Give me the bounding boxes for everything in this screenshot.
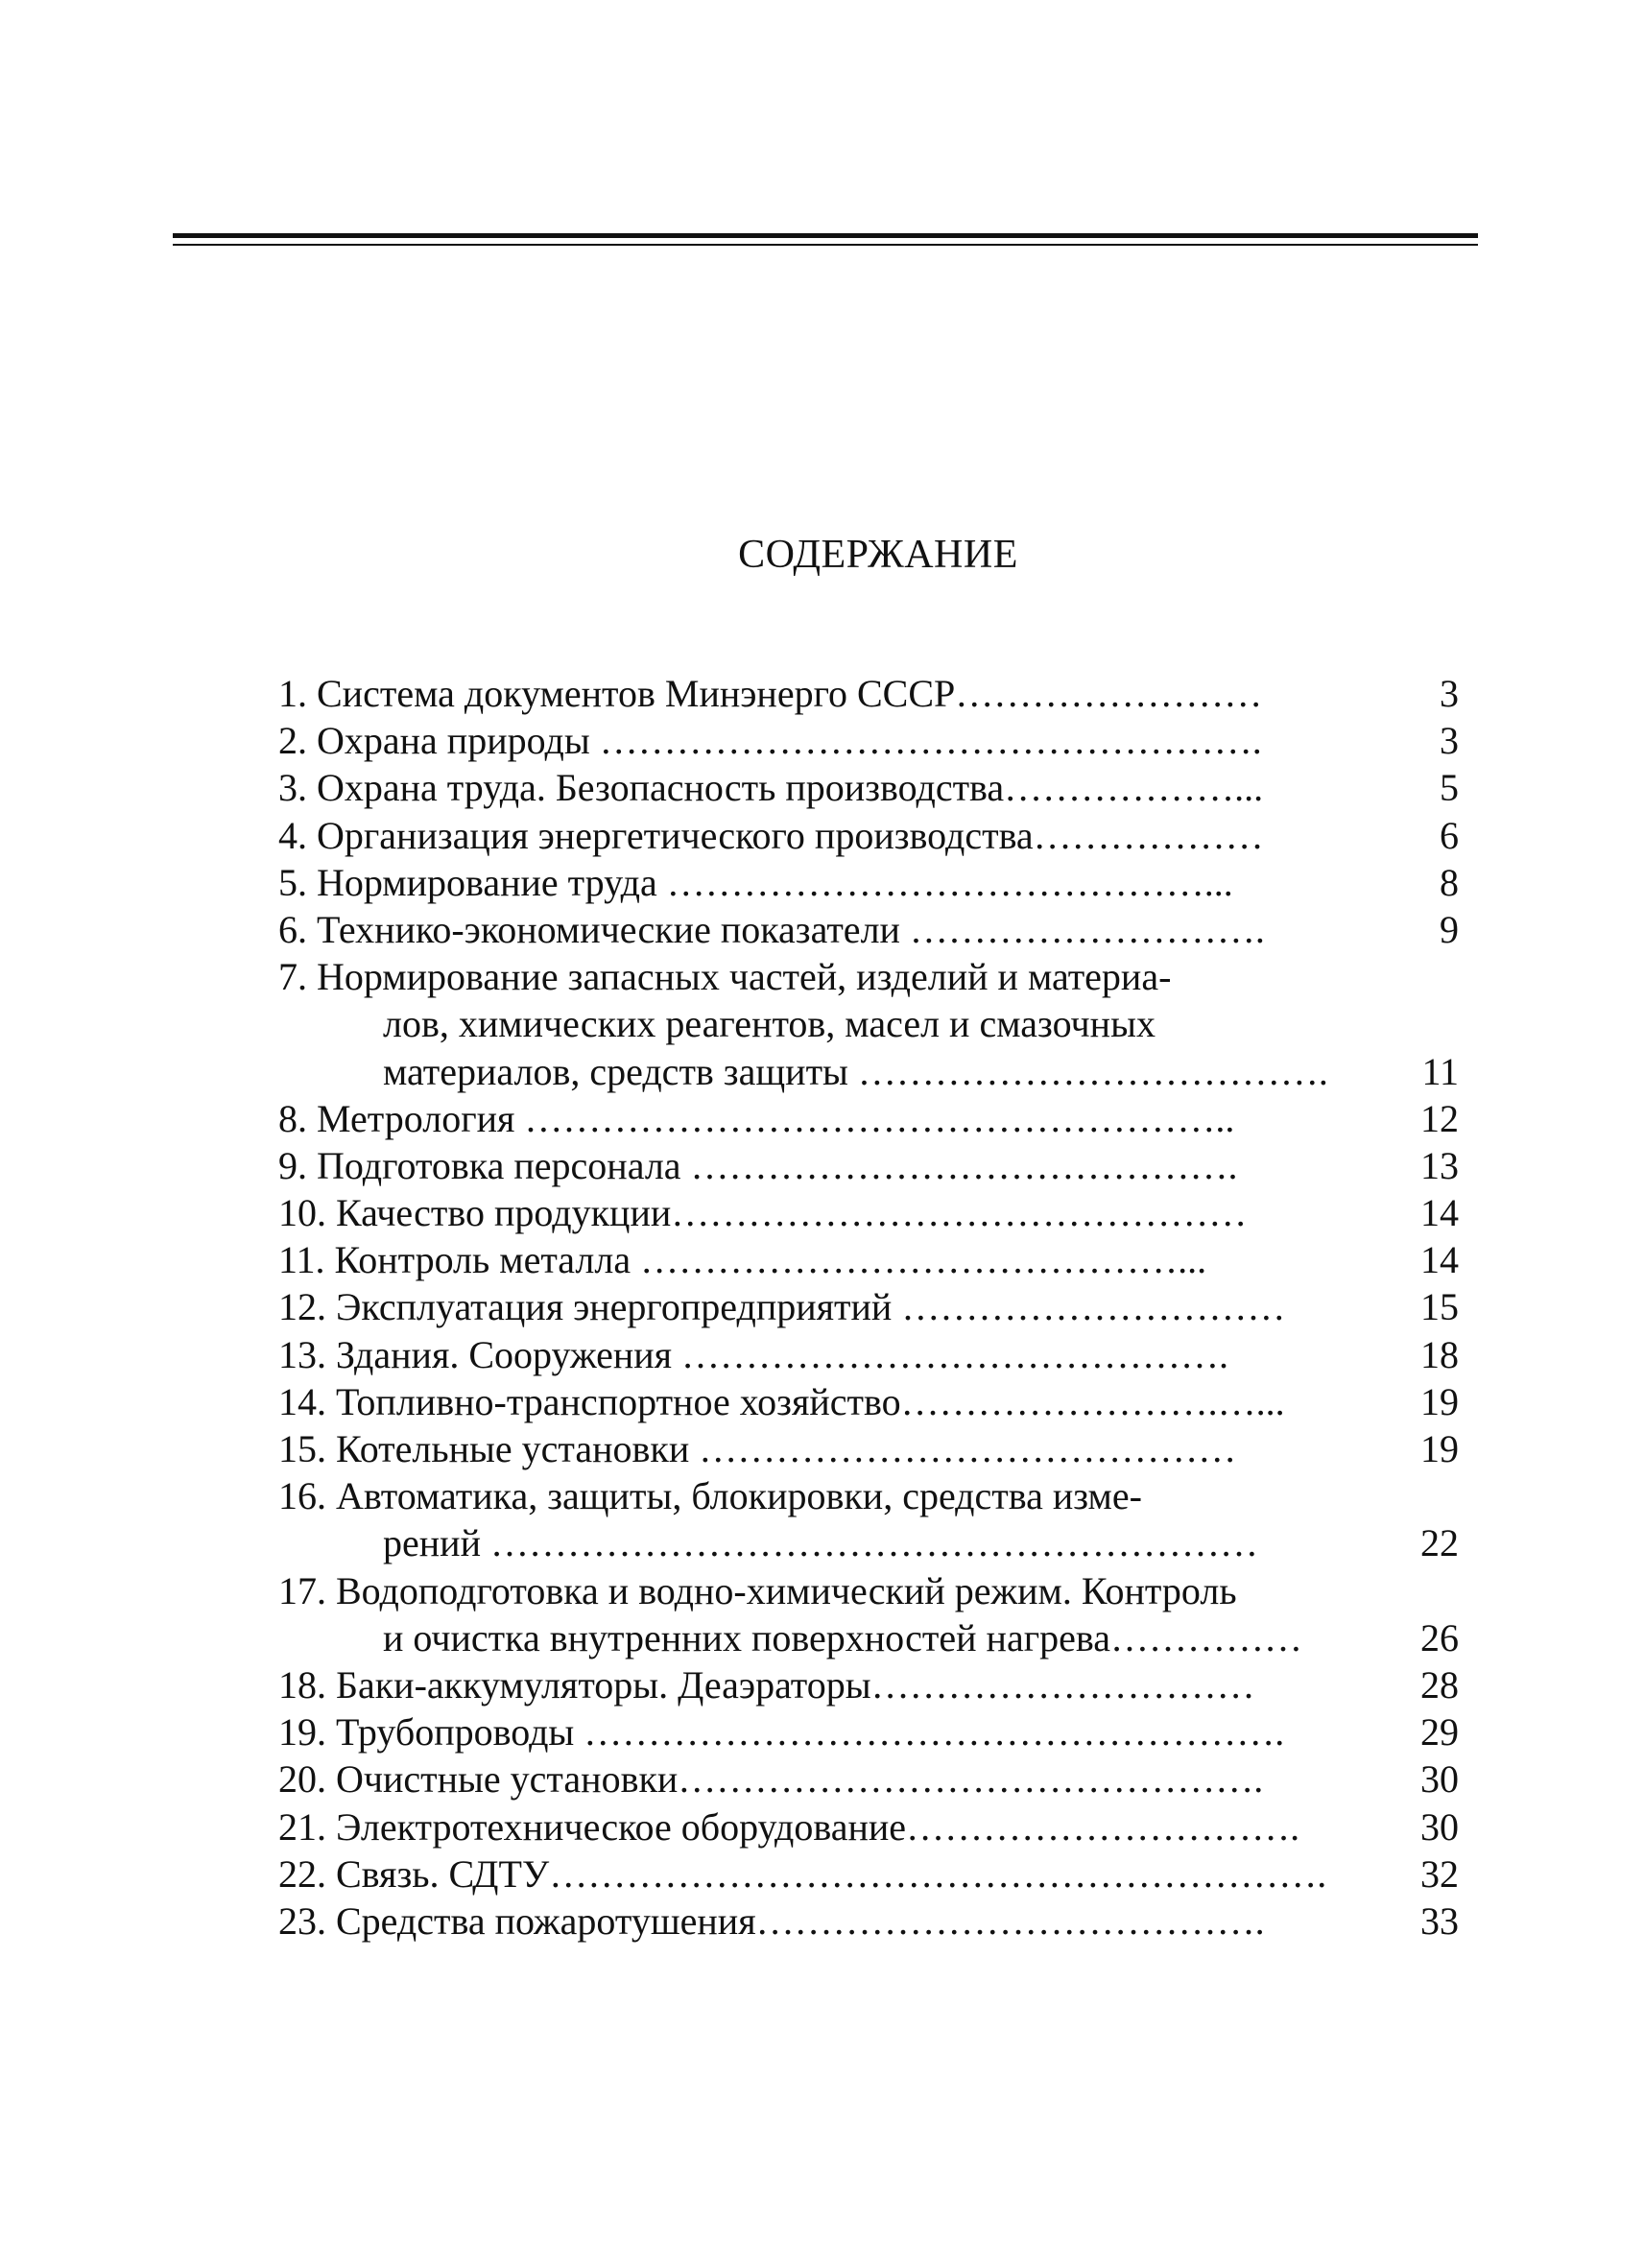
toc-entry-line xyxy=(278,812,1459,859)
toc-page-number: 30 xyxy=(1420,1757,1459,1802)
toc-page-number: 9 xyxy=(1440,907,1459,951)
toc-entry xyxy=(278,1425,1459,1472)
toc-entry-line xyxy=(278,1142,1459,1189)
toc-entry-line xyxy=(278,1803,1459,1850)
toc-entry-line xyxy=(278,764,1459,811)
toc-entry-text: лов, химических реагентов, масел и смазочных xyxy=(383,1002,1156,1046)
toc-entry xyxy=(278,1331,1459,1378)
toc-entry-line xyxy=(278,1567,1459,1614)
toc-entry xyxy=(278,1095,1459,1142)
toc-entry xyxy=(278,1236,1459,1283)
toc-entry xyxy=(278,906,1459,953)
toc-entry-text: 11. Контроль металла ……………………………………... xyxy=(278,1238,1207,1282)
toc-entry-text: 20. Очистные установки………………………………………. xyxy=(278,1757,1264,1802)
toc-page-number: 11 xyxy=(1421,1049,1459,1093)
toc-entry-text: 21. Электротехническое оборудование…………………………. xyxy=(278,1804,1300,1849)
header-rule-thick xyxy=(173,233,1478,238)
toc-entry-text: 17. Водоподготовка и водно-химический режим. Контроль xyxy=(278,1568,1237,1612)
toc-entry-line xyxy=(278,1898,1459,1945)
toc-entry-text: 18. Баки-аккумуляторы. Деаэраторы………………………… xyxy=(278,1662,1255,1707)
toc-page-number: 13 xyxy=(1420,1143,1459,1187)
header-rule-thin xyxy=(173,244,1478,246)
toc-entry-text: 13. Здания. Сооружения ……………………………………. xyxy=(278,1332,1229,1376)
toc-page-number: 8 xyxy=(1440,860,1459,904)
toc-page-number: 33 xyxy=(1420,1898,1459,1943)
toc-entry-line xyxy=(278,1095,1459,1142)
toc-entry xyxy=(278,1755,1459,1802)
toc-entry-continuation xyxy=(278,1614,1459,1661)
toc-entry xyxy=(278,1708,1459,1755)
toc-entry-line xyxy=(278,1283,1459,1330)
toc-entry-line xyxy=(278,1331,1459,1378)
toc-page-number: 18 xyxy=(1420,1332,1459,1376)
toc-entry xyxy=(278,670,1459,717)
toc-entry-text: 2. Охрана природы ……………………………………………. xyxy=(278,719,1262,763)
toc-entry xyxy=(278,1378,1459,1425)
toc-entry xyxy=(278,1142,1459,1189)
toc-entry xyxy=(278,1283,1459,1330)
toc-entry xyxy=(278,1850,1459,1898)
toc-entry-line xyxy=(278,1378,1459,1425)
toc-entry xyxy=(278,953,1459,1095)
toc-page-number: 14 xyxy=(1420,1238,1459,1282)
toc-entry xyxy=(278,1898,1459,1945)
toc-page-number: 14 xyxy=(1420,1191,1459,1235)
toc-page-number: 26 xyxy=(1420,1615,1459,1659)
toc-page-number: 19 xyxy=(1420,1427,1459,1470)
toc-page-number: 12 xyxy=(1420,1096,1459,1140)
toc-entry-text: 16. Автоматика, защиты, блокировки, средства изме- xyxy=(278,1474,1142,1518)
toc-page-number: 19 xyxy=(1420,1379,1459,1423)
toc-entry-line xyxy=(278,953,1459,1000)
toc-entry-line xyxy=(278,1708,1459,1755)
toc-entry-line xyxy=(278,1472,1459,1519)
toc-entry xyxy=(278,717,1459,764)
toc-entry-text: 6. Технико-экономические показатели ………………………. xyxy=(278,907,1265,951)
toc-entry xyxy=(278,1803,1459,1850)
toc-entry-text: 22. Связь. СДТУ……………………………………………………. xyxy=(278,1851,1327,1896)
toc-entry-line xyxy=(278,859,1459,906)
page-title: СОДЕРЖАНИЕ xyxy=(738,533,1018,577)
toc-page-number: 29 xyxy=(1420,1710,1459,1755)
toc-entry xyxy=(278,1472,1459,1566)
toc-entry-text: 1. Система документов Минэнерго СССР…………………… xyxy=(278,672,1263,715)
toc-entry-text: 3. Охрана труда. Безопасность производства………………... xyxy=(278,766,1264,810)
toc-entry-text: 8. Метрология ……………………………………………….. xyxy=(278,1096,1235,1140)
toc-page-number: 22 xyxy=(1420,1521,1459,1565)
toc-entry-text: 9. Подготовка персонала ……………………………………. xyxy=(278,1143,1238,1187)
toc-entry-text: 10. Качество продукции……………………………………… xyxy=(278,1191,1248,1235)
toc-page-number: 28 xyxy=(1420,1662,1459,1707)
toc-page-number: 3 xyxy=(1440,672,1459,715)
toc-page-number: 5 xyxy=(1440,766,1459,810)
toc-page-number: 32 xyxy=(1420,1851,1459,1896)
toc-entry-text: и очистка внутренних поверхностей нагрева…………… xyxy=(383,1615,1302,1659)
toc-entry xyxy=(278,1189,1459,1236)
toc-entry-continuation xyxy=(278,1000,1459,1047)
toc-entry xyxy=(278,1661,1459,1708)
toc-entry-continuation xyxy=(278,1048,1459,1095)
toc-entry-line xyxy=(278,1661,1459,1708)
toc-entry-text: 5. Нормирование труда ……………………………………... xyxy=(278,860,1233,904)
toc-page-number: 15 xyxy=(1420,1285,1459,1329)
toc-entry-line xyxy=(278,1189,1459,1236)
toc-page-number: 30 xyxy=(1420,1804,1459,1849)
toc-entry xyxy=(278,1567,1459,1661)
toc-entry xyxy=(278,812,1459,859)
toc-page-number: 6 xyxy=(1440,813,1459,857)
toc-entry-text: 4. Организация энергетического производства……………… xyxy=(278,813,1264,857)
toc-entry-line xyxy=(278,1236,1459,1283)
toc-entry-line xyxy=(278,717,1459,764)
toc-entry xyxy=(278,764,1459,811)
toc-entry-text: материалов, средств защиты ………………………………. xyxy=(383,1049,1328,1093)
toc-entry-text: 14. Топливно-транспортное хозяйство…………………….…... xyxy=(278,1379,1285,1423)
toc-entry-text: рений …………………………………………………… xyxy=(383,1521,1258,1565)
table-of-contents xyxy=(278,670,1459,1945)
toc-entry-text: 7. Нормирование запасных частей, изделий и материа- xyxy=(278,955,1172,999)
toc-entry-line xyxy=(278,1425,1459,1472)
toc-entry-line xyxy=(278,1755,1459,1802)
toc-entry-text: 15. Котельные установки …………………………………… xyxy=(278,1427,1237,1470)
toc-entry-line xyxy=(278,670,1459,717)
toc-entry-text: 12. Эксплуатация энергопредприятий ………………………… xyxy=(278,1285,1286,1329)
toc-entry-text: 19. Трубопроводы ………………………………………………. xyxy=(278,1710,1285,1755)
toc-entry xyxy=(278,859,1459,906)
toc-entry-continuation xyxy=(278,1519,1459,1566)
toc-page-number: 3 xyxy=(1440,719,1459,763)
toc-entry-line xyxy=(278,1850,1459,1898)
toc-entry-line xyxy=(278,906,1459,953)
toc-entry-text: 23. Средства пожаротушения…………………………………. xyxy=(278,1898,1265,1943)
